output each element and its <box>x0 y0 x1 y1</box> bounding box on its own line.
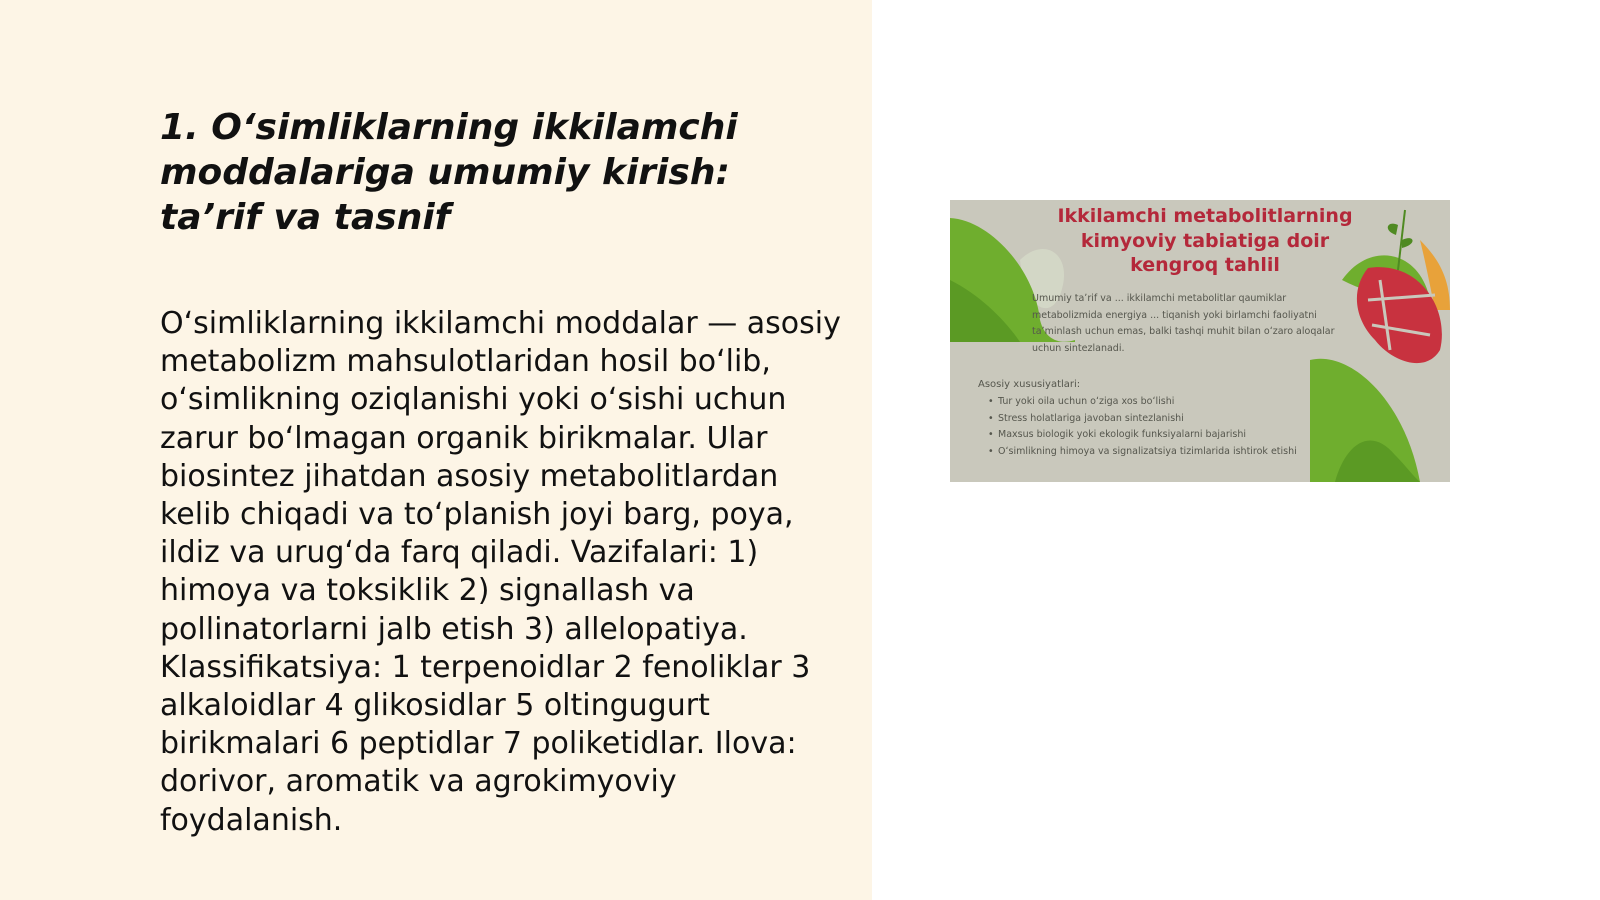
slide-thumbnail-image <box>950 200 1450 482</box>
list-item: • Maxsus biologik yoki ekologik funksiyalarni bajarishi <box>978 427 1338 444</box>
list-item: • Stress holatlariga javoban sintezlanishi <box>978 411 1338 428</box>
thumbnail-features-list <box>978 394 1338 460</box>
slide-body-text: Oʻsimliklarning ikkilamchi moddalar — asosiy metabolizm mahsulotlaridan hosil boʻlib, oʻsimlikning oziqlanishi yoki oʻsishi uchun zarur boʻlmagan organik birikmalar. Ular biosintez jihatdan asosiy metabolitlardan kelib chiqadi va toʻplanish joyi barg, poya, ildiz va urugʻda farq qiladi. Vazifalari: 1) himoya va toksiklik 2) signallash va pollinatorlarni jalb etish 3) allelopatiya. Klassifikatsiya: 1 terpenoidlar 2 fenoliklar 3 alkaloidlar 4 glikosidlar 5 oltingugurt birikmalari 6 peptidlar 7 poliketidlar. Ilova: dorivor, aromatik va agrokimyoviy foydalanish. <box>160 306 841 838</box>
list-item: • Oʻsimlikning himoya va signalizatsiya tizimlarida ishtirok etishi <box>978 444 1338 461</box>
slide-title: 1. Oʻsimliklarning ikkilamchi moddalariga umumiy kirish: taʼrif va tasnif <box>160 107 738 238</box>
thumbnail-intro-text: Umumiy taʼrif va ... ikkilamchi metabolitlar qaumiklar metabolizmida energiya ... tiqanish yoki birlamchi faoliyatni taʼminlash uchun emas, balki tashqi muhit bilan oʻzaro aloqalar uchun sintezlanadi. <box>1032 293 1335 354</box>
list-item: • Tur yoki oila uchun oʻziga xos boʻlishi <box>978 394 1338 411</box>
thumbnail-title: Ikkilamchi metabolitlarning kimyoviy tabiatiga doir kengroq tahlil <box>1057 205 1353 276</box>
thumbnail-features-heading: Asosiy xususiyatlari: <box>978 379 1081 390</box>
